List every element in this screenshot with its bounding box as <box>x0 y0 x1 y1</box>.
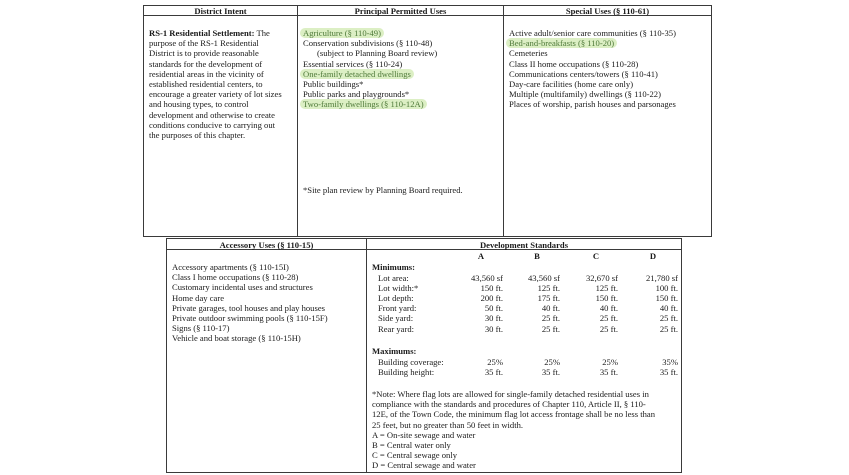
standard-value-b: 40 ft. <box>541 303 560 314</box>
column-header-b: B <box>534 251 540 261</box>
district-intent-text <box>149 28 282 140</box>
legend-line: C = Central sewage only <box>372 450 458 461</box>
standard-row-label: Rear yard: <box>378 323 415 334</box>
legend-line: A = On-site sewage and water <box>372 429 476 440</box>
accessory-use-item: Vehicle and boat storage (§ 110-15H) <box>172 333 301 344</box>
table-border <box>366 238 367 473</box>
standard-value-c: 125 ft. <box>595 282 618 293</box>
standard-row-label: Lot width:* <box>378 282 419 293</box>
standard-value-b: 35 ft. <box>541 366 560 377</box>
standard-value-a: 25% <box>487 356 503 367</box>
table-border <box>166 238 167 473</box>
table-border <box>143 5 144 237</box>
note-line: 25 feet, but no greater than 50 feet in width. <box>372 419 524 430</box>
header-district-intent: District Intent <box>194 6 247 16</box>
principal-use-item: (subject to Planning Board review) <box>317 48 438 59</box>
table-border <box>166 472 682 473</box>
special-use-item: Class II home occupations (§ 110-28) <box>509 58 639 69</box>
column-header-a: A <box>477 251 485 261</box>
standard-value-b: 25% <box>544 356 560 367</box>
standard-value-c: 40 ft. <box>599 303 618 314</box>
district-intent-line: encourage a greater variety of lot sizes <box>149 89 282 100</box>
standard-value-c: 35 ft. <box>599 366 618 377</box>
standard-row-label: Side yard: <box>378 313 414 324</box>
standard-row-label: Building height: <box>378 366 435 377</box>
header-accessory-uses: Accessory Uses (§ 110-15) <box>219 240 314 250</box>
district-intent-line: standards for the development of <box>149 58 263 69</box>
accessory-uses-list <box>172 262 328 344</box>
standard-value-d: 35 ft. <box>659 366 678 377</box>
principal-use-item-highlighted: Two-family dwellings (§ 110-12A) <box>300 99 427 109</box>
standard-row-label: Building coverage: <box>378 356 444 367</box>
standard-value-d: 25 ft. <box>659 313 678 324</box>
district-intent-line: established residential centers, to <box>149 79 263 90</box>
header-development-standards: Development Standards <box>479 240 569 250</box>
standard-value-b: 25 ft. <box>541 313 560 324</box>
column-header-d: D <box>649 251 657 261</box>
district-intent-line: development and otherwise to create <box>149 109 275 120</box>
table-border <box>166 238 682 239</box>
standard-row-label: Lot depth: <box>378 292 414 303</box>
special-use-item: Places of worship, parish houses and parsonages <box>509 99 676 110</box>
special-use-item: Day-care facilities (home care only) <box>509 79 634 90</box>
table-border <box>143 236 712 237</box>
district-intent-line: conditions conducive to carrying out <box>149 119 276 130</box>
standard-value-b: 25 ft. <box>541 323 560 334</box>
standard-value-a: 30 ft. <box>484 323 503 334</box>
standard-value-a: 200 ft. <box>480 292 503 303</box>
column-header-c: C <box>592 251 600 261</box>
standard-value-c: 25% <box>602 356 618 367</box>
principal-use-item: Public buildings* <box>303 79 364 90</box>
table-border <box>503 5 504 237</box>
accessory-use-item: Private garages, tool houses and play houses <box>172 302 325 313</box>
standard-value-c: 150 ft. <box>595 292 618 303</box>
accessory-use-item: Accessory apartments (§ 110-15I) <box>172 262 289 272</box>
district-intent-line: residential areas in the vicinity of <box>149 68 264 79</box>
legend-line: B = Central water only <box>372 440 451 451</box>
standard-value-b: 175 ft. <box>537 292 560 303</box>
column-underline <box>452 472 602 473</box>
standard-value-d: 40 ft. <box>659 303 678 314</box>
accessory-use-item: Customary incidental uses and structures <box>172 282 313 293</box>
standard-value-a: 30 ft. <box>484 313 503 324</box>
special-use-item-highlighted: Bed-and-breakfasts (§ 110-20) <box>506 38 617 48</box>
standard-value-a: 43,560 sf <box>471 272 503 283</box>
standard-value-c: 25 ft. <box>599 313 618 324</box>
accessory-use-item: Private outdoor swimming pools (§ 110-15F) <box>172 313 328 324</box>
standard-value-b: 43,560 sf <box>528 272 560 283</box>
district-intent-line: the purposes of this chapter. <box>149 130 246 141</box>
district-intent-line: purpose of the RS-1 Residential <box>149 38 259 49</box>
accessory-use-item: Class I home occupations (§ 110-28) <box>172 272 299 283</box>
principal-use-item-highlighted: Agriculture (§ 110-49) <box>300 28 384 38</box>
note-line: 12E, of the Town Code, the minimum flag lot access frontage shall be no less than <box>372 409 656 420</box>
standard-value-b: 125 ft. <box>537 282 560 293</box>
standard-value-a: 35 ft. <box>484 366 503 377</box>
special-uses-list <box>509 28 676 110</box>
accessory-use-item: Signs (§ 110-17) <box>172 323 230 334</box>
flag-lot-note <box>372 389 655 471</box>
legend-line: D = Central sewage and water <box>372 460 476 471</box>
note-line: *Note: Where flag lots are allowed for single-family detached residential uses in <box>372 389 649 399</box>
principal-uses-list <box>303 28 437 110</box>
accessory-use-item: Home day care <box>172 292 225 303</box>
principal-use-item: Conservation subdivisions (§ 110-48) <box>303 38 433 49</box>
principal-use-item-highlighted: One-family detached dwellings <box>300 69 414 79</box>
standard-value-d: 35% <box>662 356 678 367</box>
site-plan-footnote: *Site plan review by Planning Board required. <box>303 185 463 195</box>
minimums-label: Minimums: <box>372 262 415 272</box>
special-use-item: Cemeteries <box>509 48 548 59</box>
standard-value-a: 50 ft. <box>484 303 503 314</box>
maximums-label: Maximums: <box>372 346 417 356</box>
special-use-item: Multiple (multifamily) dwellings (§ 110-22) <box>509 89 661 100</box>
header-principal-uses: Principal Permitted Uses <box>354 6 447 16</box>
standard-value-d: 100 ft. <box>655 282 678 293</box>
standard-value-d: 150 ft. <box>655 292 678 303</box>
special-use-item: Communications centers/towers (§ 110-41) <box>509 68 658 79</box>
district-intent-line: The <box>256 28 270 38</box>
principal-use-item: Public parks and playgrounds* <box>303 89 410 100</box>
district-intent-line: and housing types, to control <box>149 99 249 110</box>
district-intent-line: District is to provide reasonable <box>149 48 259 59</box>
standard-value-a: 150 ft. <box>480 282 503 293</box>
header-special-uses: Special Uses (§ 110-61) <box>565 6 650 16</box>
standard-row-label: Front yard: <box>378 303 417 314</box>
special-use-item: Active adult/senior care communities (§ 110-35) <box>509 28 676 38</box>
standard-row-label: Lot area: <box>378 272 409 283</box>
table-border <box>681 238 682 473</box>
note-line: compliance with the standards and procedures of Chapter 110, Article II, § 110- <box>372 399 646 410</box>
table-border <box>711 5 712 237</box>
standard-value-d: 21,780 sf <box>646 272 678 283</box>
standard-value-c: 32,670 sf <box>586 272 618 283</box>
standard-value-c: 25 ft. <box>599 323 618 334</box>
standard-value-d: 25 ft. <box>659 323 678 334</box>
principal-use-item: Essential services (§ 110-24) <box>303 58 403 69</box>
table-border <box>297 5 298 237</box>
district-intent-title: RS-1 Residential Settlement: <box>149 28 255 38</box>
